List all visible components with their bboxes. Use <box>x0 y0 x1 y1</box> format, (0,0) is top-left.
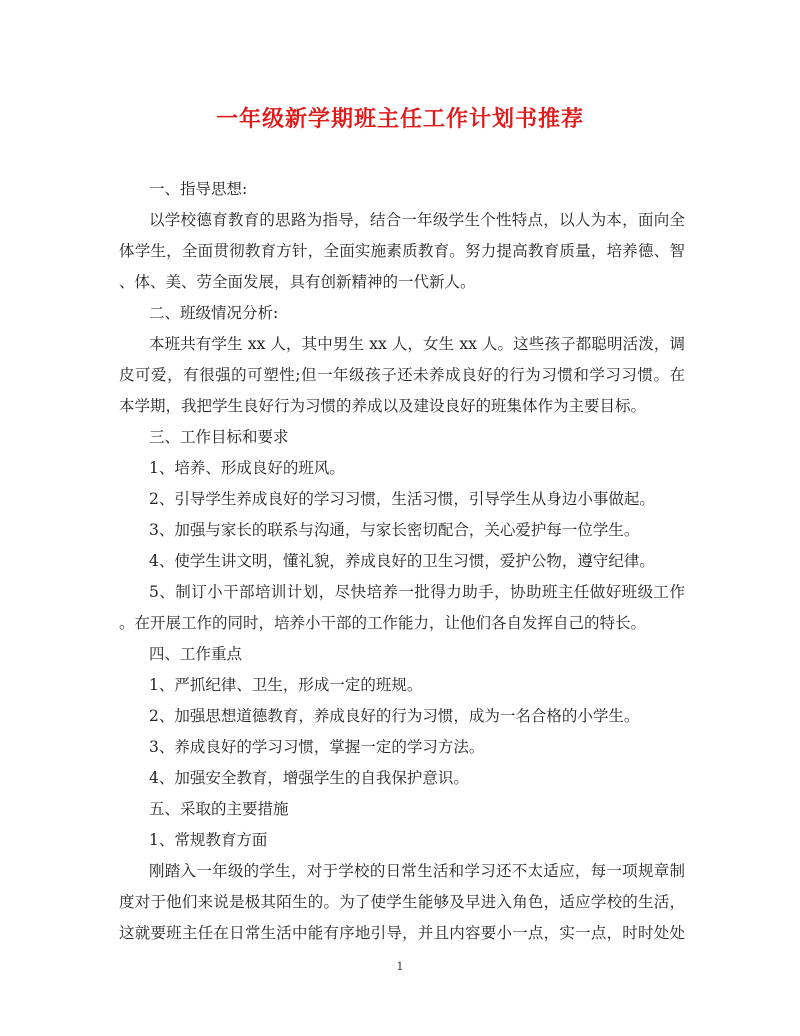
body-text-line: 本学期，我把学生良好行为习惯的养成以及建设良好的班集体作为主要目标。 <box>119 397 647 415</box>
body-text-line: 4、加强安全教育，增强学生的自我保护意识。 <box>149 769 469 787</box>
body-text-line: 1、常规教育方面 <box>149 831 268 849</box>
body-text-line: 体学生，全面贯彻教育方针，全面实施素质教育。努力提高教育质量，培养德、智 <box>119 242 685 260</box>
body-text-line: 3、养成良好的学习习惯，掌握一定的学习方法。 <box>149 738 485 756</box>
body-text-line: 2、加强思想道德教育，养成良好的行为习惯，成为一名合格的小学生。 <box>149 707 640 725</box>
body-text-line: 、体、美、劳全面发展，具有创新精神的一代新人。 <box>119 273 476 291</box>
body-text-line: 皮可爱，有很强的可塑性;但一年级孩子还未养成良好的行为习惯和学习习惯。在 <box>119 366 685 384</box>
body-text-line: 1、严抓纪律、卫生，形成一定的班规。 <box>149 676 423 694</box>
document-body <box>119 174 685 949</box>
document-title: 一年级新学期班主任工作计划书推荐 <box>215 106 584 132</box>
body-text-line: 4、使学生讲文明，懂礼貌，养成良好的卫生习惯，爱护公物，遵守纪律。 <box>149 552 655 570</box>
body-text-line: 。在开展工作的同时，培养小干部的工作能力，让他们各自发挥自己的特长。 <box>119 614 647 632</box>
body-text-line: 刚踏入一年级的学生，对于学校的日常生活和学习还不太适应，每一项规章制 <box>149 862 685 880</box>
body-text-line: 5、制订小干部培训计划，尽快培养一批得力助手，协助班主任做好班级工作 <box>149 583 685 601</box>
body-text-line: 本班共有学生 xx 人，其中男生 xx 人，女生 xx 人。这些孩子都聪明活泼，调 <box>149 335 685 353</box>
body-text-line: 这就要班主任在日常生活中能有序地引导，并且内容要小一点，实一点，时时处处 <box>119 924 685 942</box>
body-text-line: 五、采取的主要措施 <box>149 800 289 818</box>
body-text-line: 以学校德育教育的思路为指导，结合一年级学生个性特点，以人为本，面向全 <box>149 211 685 229</box>
body-text-line: 二、班级情况分析: <box>149 304 279 322</box>
body-text-line: 3、加强与家长的联系与沟通，与家长密切配合，关心爱护每一位学生。 <box>149 521 640 539</box>
body-text-line: 2、引导学生养成良好的学习习惯，生活习惯，引导学生从身边小事做起。 <box>149 490 655 508</box>
body-text-line: 一、指导思想: <box>149 180 248 198</box>
body-text-line: 四、工作重点 <box>149 645 243 663</box>
page-number: 1 <box>396 960 404 973</box>
body-text-line: 1、培养、形成良好的班风。 <box>149 459 345 477</box>
body-text-line: 度对于他们来说是极其陌生的。为了使学生能够及早进入角色，适应学校的生活， <box>119 893 685 911</box>
body-text-line: 三、工作目标和要求 <box>149 428 289 446</box>
